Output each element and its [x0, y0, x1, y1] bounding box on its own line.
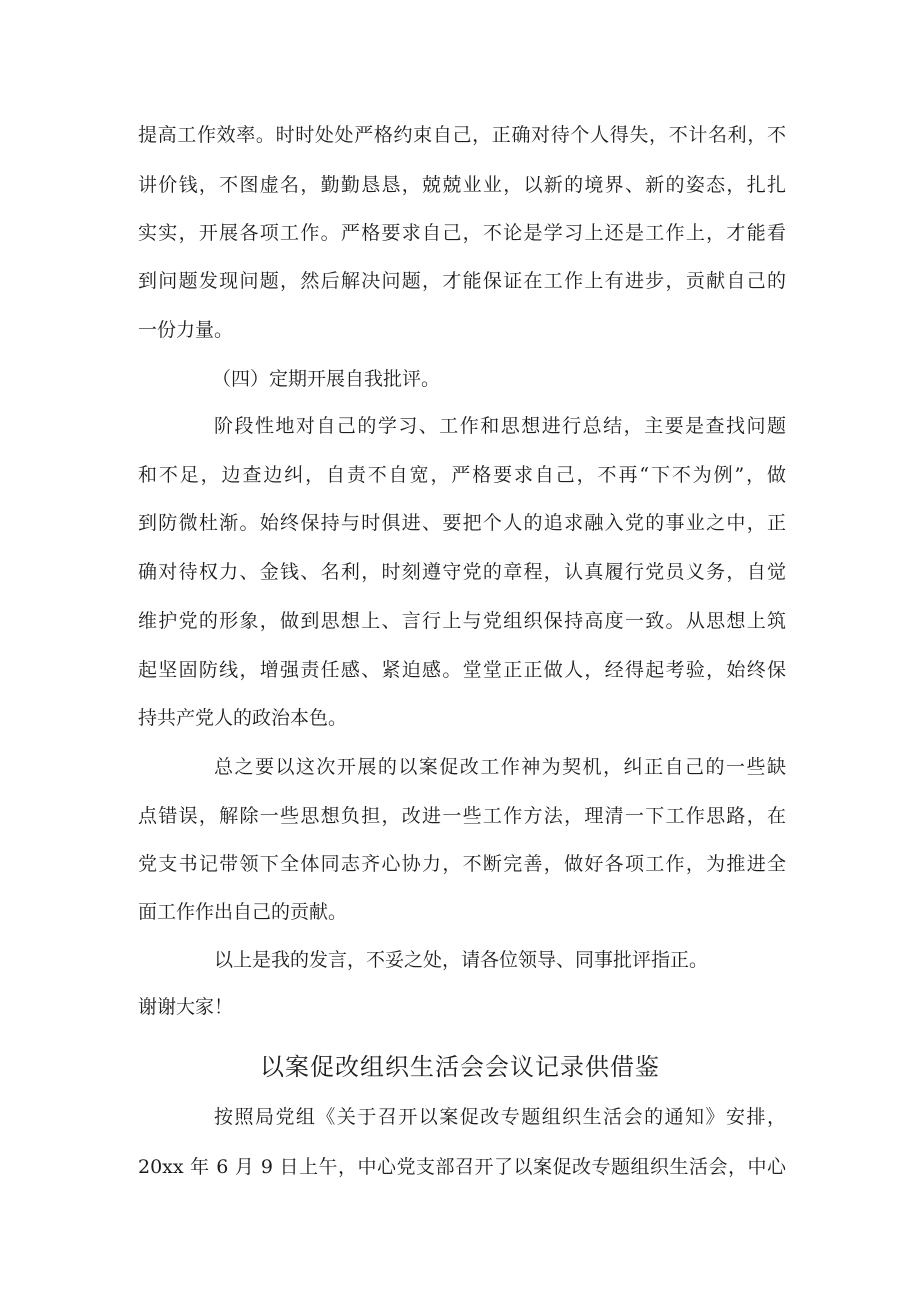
- section-heading: （四）定期开展自我批评。: [212, 368, 441, 390]
- paragraph-line: 面工作作出自己的贡献。: [138, 901, 348, 923]
- paragraph-line: 总之要以这次开展的以案促改工作神为契机，纠正自己的一些缺: [214, 756, 786, 778]
- paragraph-line: 维护党的形象，做到思想上、言行上与党组织保持高度一致。从思想上筑: [138, 610, 786, 632]
- paragraph-line: 20xx 年 6 月 9 日上午，中心党支部召开了以案促改专题组织生活会，中心: [138, 1156, 786, 1178]
- article-title: 以案促改组织生活会会议记录供借鉴: [260, 1053, 660, 1081]
- paragraph-line: 阶段性地对自己的学习、工作和思想进行总结，主要是查找问题: [214, 415, 786, 437]
- paragraph-line: 和不足，边查边纠，自责不自宽，严格要求自己，不再“下不为例”，做: [138, 464, 786, 486]
- paragraph-line: 按照局党组《关于召开以案促改专题组织生活会的通知》安排，: [214, 1106, 786, 1128]
- paragraph-line: 实实，开展各项工作。严格要求自己，不论是学习上还是工作上，才能看: [138, 222, 786, 244]
- paragraph-line: 到问题发现问题，然后解决问题，才能保证在工作上有进步，贡献自己的: [138, 270, 786, 292]
- paragraph-line: 提高工作效率。时时处处严格约束自己，正确对待个人得失，不计名利，不: [138, 124, 786, 146]
- paragraph-line: 点错误，解除一些思想负担，改进一些工作方法，理清一下工作思路，在: [138, 805, 786, 827]
- paragraph-line: 党支书记带领下全体同志齐心协力，不断完善，做好各项工作，为推进全: [138, 853, 786, 875]
- paragraph-line: 以上是我的发言，不妥之处，请各位领导、同事批评指正。: [214, 949, 709, 971]
- paragraph-line: 持共产党人的政治本色。: [138, 707, 348, 729]
- closing-thanks: 谢谢大家！: [138, 996, 234, 1018]
- paragraph-line: 起坚固防线，增强责任感、紧迫感。堂堂正正做人，经得起考验，始终保: [138, 659, 786, 681]
- paragraph-line: 确对待权力、金钱、名利，时刻遵守党的章程，认真履行党员义务，自觉: [138, 561, 786, 583]
- paragraph-line: 讲价钱，不图虚名，勤勤恳恳，兢兢业业，以新的境界、新的姿态，扎扎: [138, 174, 786, 196]
- paragraph-line: 一份力量。: [138, 319, 234, 341]
- paragraph-line: 到防微杜渐。始终保持与时俱进、要把个人的追求融入党的事业之中，正: [138, 512, 786, 534]
